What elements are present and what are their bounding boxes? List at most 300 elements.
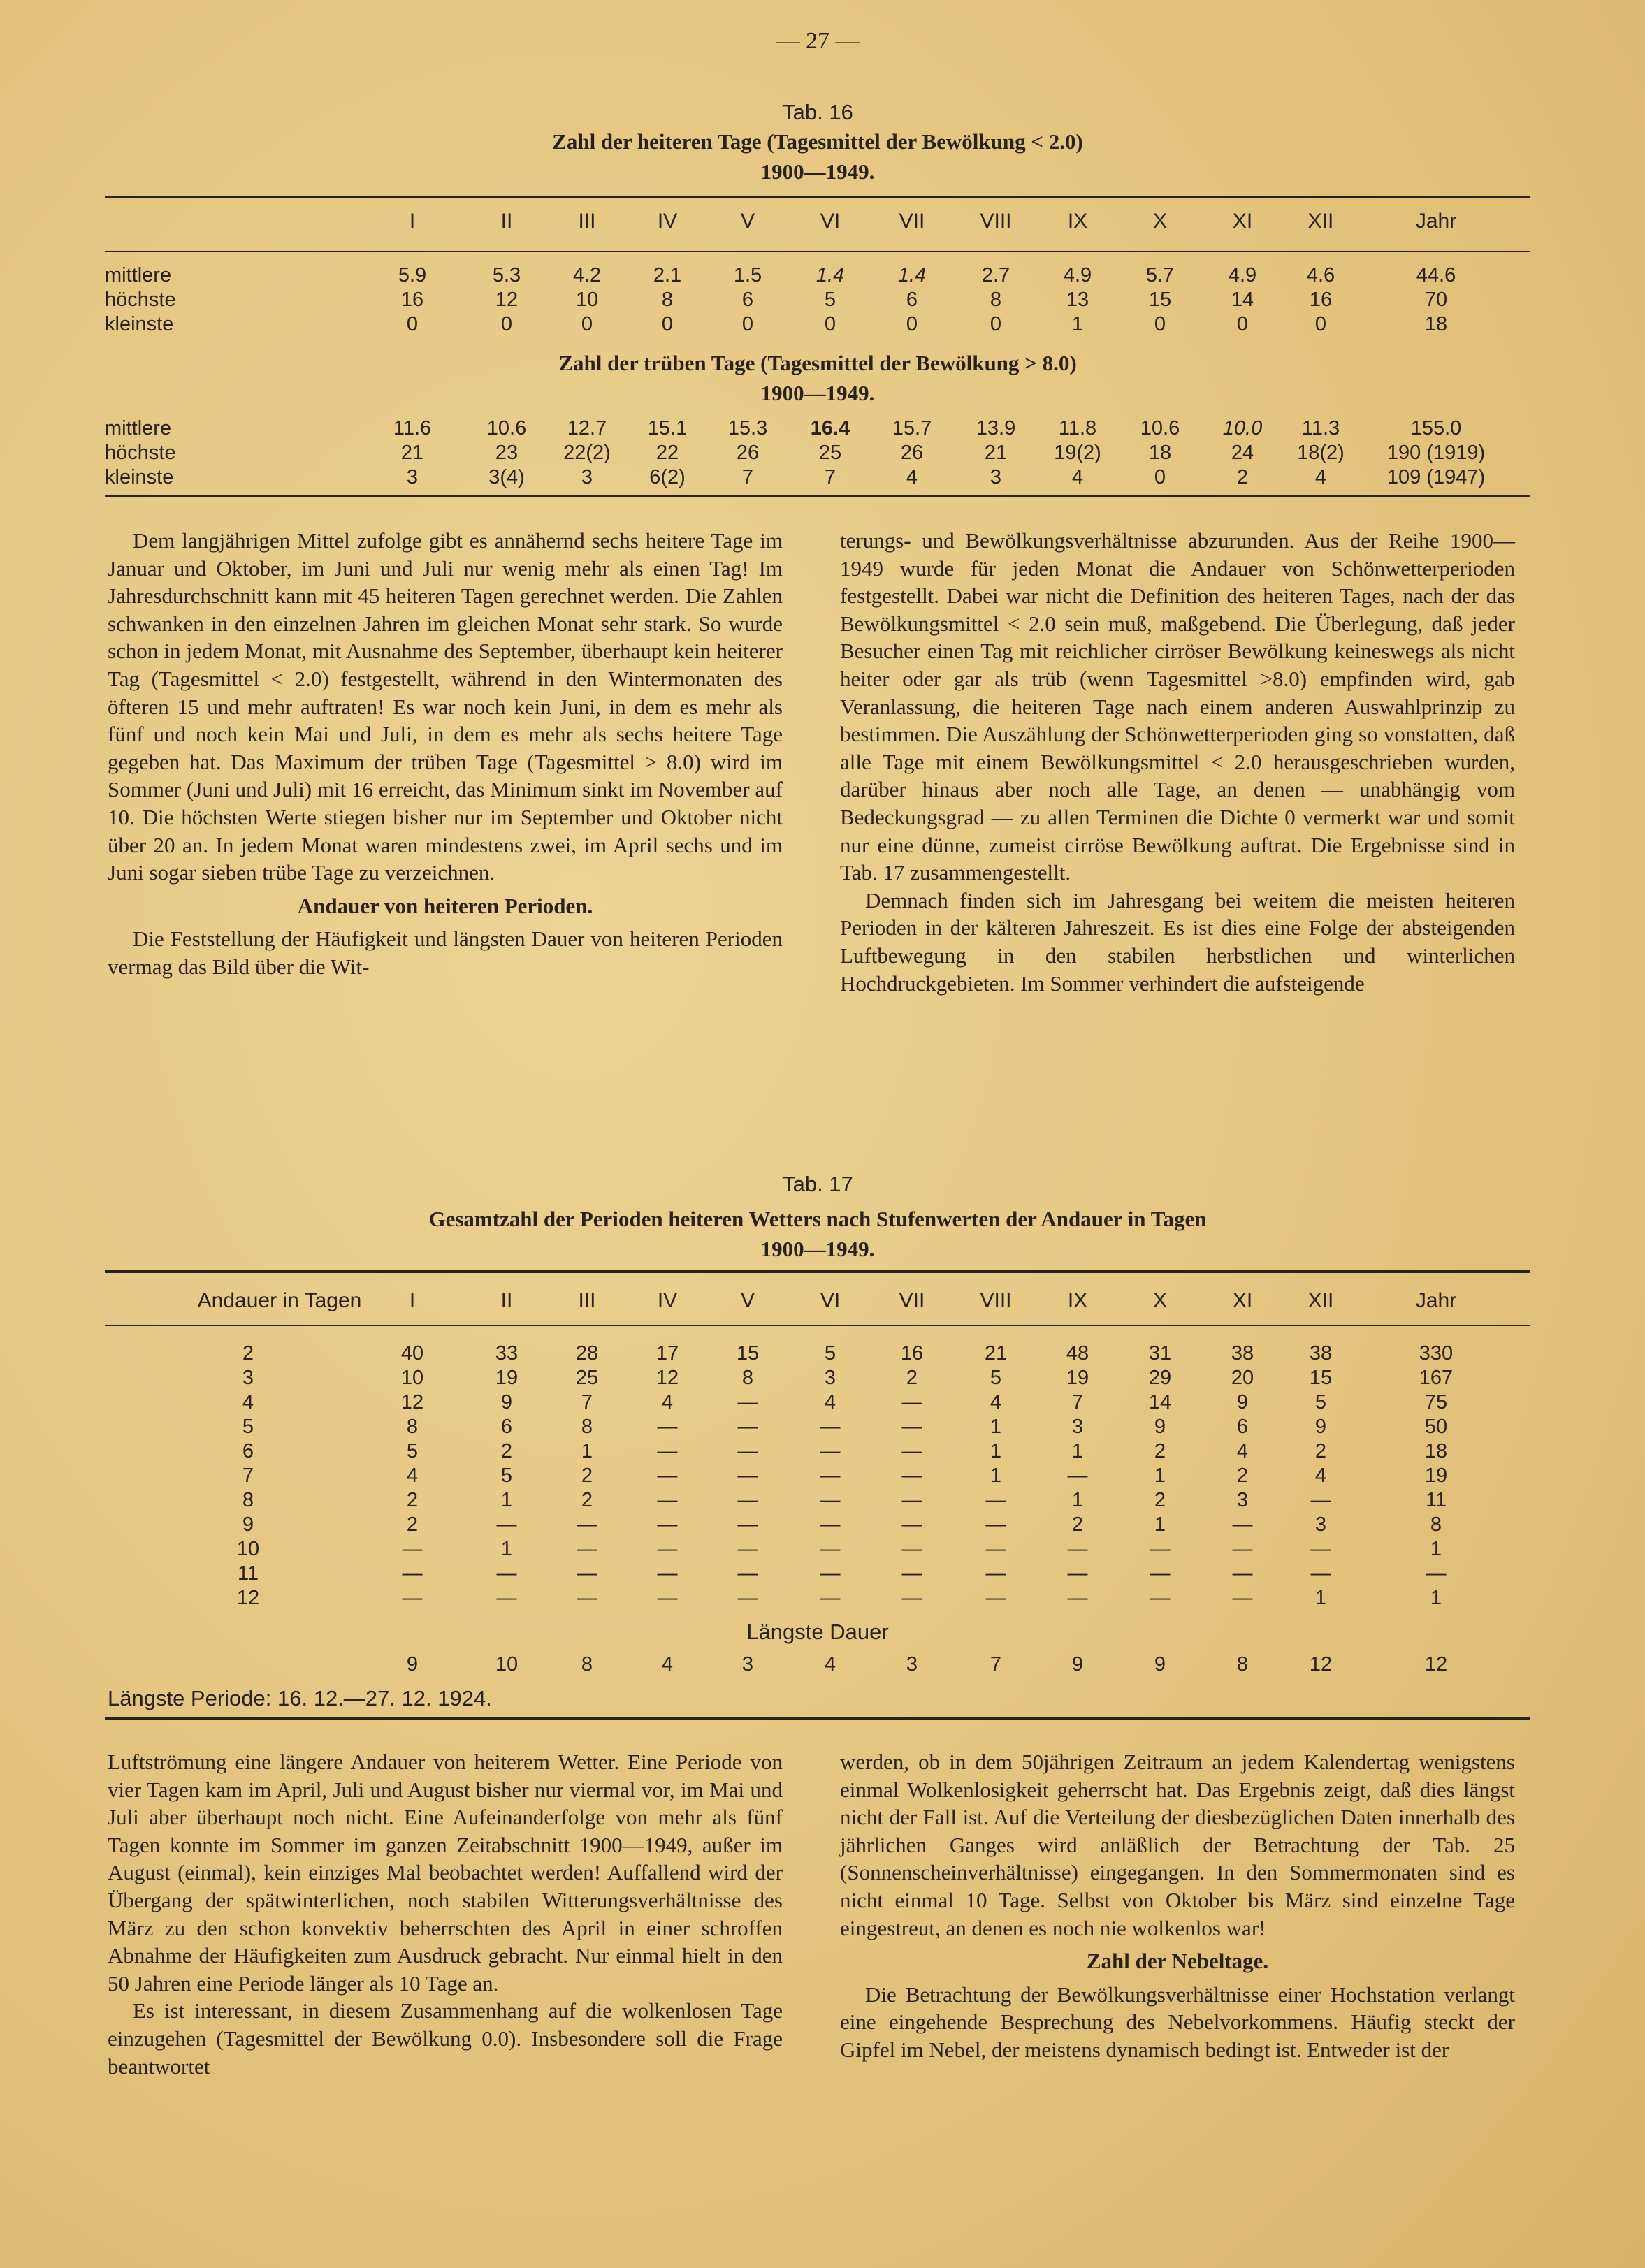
table-cell: 4.2 bbox=[572, 264, 602, 286]
tab16-title2: Zahl der trüben Tage (Tagesmittel der Bewölkung > 8.0) bbox=[558, 351, 1077, 375]
table-row bbox=[105, 1342, 1530, 1366]
table-cell: 3 bbox=[1314, 1513, 1327, 1536]
table-cell: — bbox=[1232, 1562, 1253, 1585]
table-cell: 26 bbox=[736, 442, 760, 464]
tab16-header bbox=[105, 210, 1530, 238]
table-cell: 10 bbox=[400, 1367, 424, 1389]
table-cell: 0 bbox=[500, 313, 513, 335]
table-cell: 1 bbox=[1071, 313, 1084, 335]
table-cell: 16 bbox=[900, 1342, 924, 1365]
table-cell: — bbox=[496, 1562, 517, 1585]
table-cell: — bbox=[1310, 1538, 1331, 1560]
column-header: X bbox=[1152, 210, 1167, 233]
table-cell: — bbox=[985, 1513, 1006, 1536]
table-cell: — bbox=[737, 1562, 758, 1585]
column-header: XII bbox=[1307, 1289, 1334, 1312]
table-cell: 11.8 bbox=[1058, 417, 1097, 439]
table-cell: 1 bbox=[1154, 1464, 1166, 1487]
table-cell: 7 bbox=[581, 1391, 593, 1413]
table-cell: 2 bbox=[581, 1489, 593, 1511]
tab17-period: 1900—1949. bbox=[760, 1237, 875, 1261]
table-cell: — bbox=[1067, 1464, 1088, 1487]
table-cell: 12 bbox=[1424, 1653, 1448, 1675]
table-cell: 4.9 bbox=[1228, 264, 1257, 286]
table-cell: 9 bbox=[1154, 1416, 1166, 1438]
table-cell: 3 bbox=[581, 466, 593, 488]
table-cell: 2.1 bbox=[653, 264, 682, 286]
table-cell: 13.9 bbox=[976, 417, 1016, 439]
table-cell: 4 bbox=[661, 1391, 674, 1413]
table-cell: 38 bbox=[1309, 1342, 1333, 1365]
table-cell: 8 bbox=[406, 1416, 419, 1438]
table-cell: 2 bbox=[1154, 1440, 1166, 1462]
table-cell: 0 bbox=[1154, 313, 1166, 335]
table-cell: — bbox=[1067, 1587, 1088, 1609]
table-cell: — bbox=[1150, 1538, 1171, 1560]
table-cell: 15 bbox=[736, 1342, 760, 1365]
table-cell: 5 bbox=[1314, 1391, 1327, 1413]
table-cell: — bbox=[657, 1562, 678, 1585]
tab17-top-rule bbox=[105, 1270, 1530, 1273]
table-cell: 6 bbox=[1236, 1416, 1249, 1438]
table-cell: 4 bbox=[661, 1653, 674, 1675]
table-cell: 8 bbox=[741, 1367, 754, 1389]
table-cell: — bbox=[820, 1513, 841, 1536]
table-cell: 1 bbox=[990, 1416, 1002, 1438]
table-cell: — bbox=[820, 1464, 841, 1487]
table-cell: — bbox=[901, 1513, 922, 1536]
table-cell: 8 bbox=[661, 289, 674, 311]
table-cell: 0 bbox=[1314, 313, 1327, 335]
table-cell: — bbox=[737, 1587, 758, 1609]
table-cell: 1 bbox=[1154, 1513, 1166, 1536]
table-cell: 0 bbox=[741, 313, 754, 335]
table-cell: — bbox=[820, 1489, 841, 1511]
table-cell: 2 bbox=[500, 1440, 513, 1462]
table-cell: 50 bbox=[1424, 1416, 1448, 1438]
table-cell: 5 bbox=[406, 1440, 419, 1462]
table-cell: 33 bbox=[495, 1342, 519, 1365]
table-cell: 24 bbox=[1231, 442, 1254, 464]
table-cell: 12 bbox=[495, 289, 519, 311]
column-header: IV bbox=[657, 1289, 678, 1312]
table-cell: 12.7 bbox=[567, 417, 607, 439]
table-cell: — bbox=[820, 1440, 841, 1462]
column-header: VI bbox=[820, 210, 841, 233]
table-cell: 11.6 bbox=[393, 417, 432, 439]
table-cell: 2 bbox=[1236, 466, 1249, 488]
table-cell: 3 bbox=[741, 1653, 754, 1675]
row-label: mittlere bbox=[105, 417, 172, 439]
table-cell: 9 bbox=[1236, 1391, 1249, 1413]
table-cell: 10.0 bbox=[1222, 417, 1263, 439]
table-cell: 16.4 bbox=[810, 417, 850, 439]
table-cell: — bbox=[985, 1562, 1006, 1585]
table-cell: 4 bbox=[824, 1653, 836, 1675]
table-cell: 10 bbox=[575, 289, 599, 311]
table-cell: 16 bbox=[1309, 289, 1333, 311]
table-cell: 190 (1919) bbox=[1386, 442, 1486, 464]
tab17-longest-label: Längste Dauer bbox=[746, 1620, 889, 1644]
table-cell: 8 bbox=[1236, 1653, 1249, 1675]
table-row bbox=[105, 289, 1530, 312]
table-cell: 19(2) bbox=[1054, 442, 1101, 464]
table-cell: 5 bbox=[824, 289, 836, 311]
table-cell: 3(4) bbox=[488, 466, 525, 488]
table-cell: 1 bbox=[1314, 1587, 1327, 1609]
table-cell: — bbox=[496, 1513, 517, 1536]
row-label: 4 bbox=[242, 1391, 254, 1413]
table-row bbox=[105, 1391, 1530, 1415]
section2-right-column bbox=[840, 1748, 1515, 2064]
table-cell: 3 bbox=[406, 466, 419, 488]
table-cell: 4 bbox=[1236, 1440, 1249, 1462]
table-cell: 15 bbox=[1309, 1367, 1333, 1389]
table-cell: 1 bbox=[1071, 1440, 1084, 1462]
table-cell: 5 bbox=[500, 1464, 513, 1487]
table-cell: — bbox=[402, 1587, 423, 1609]
table-cell: 1 bbox=[990, 1464, 1002, 1487]
paragraph: terungs- und Bewölkungsverhältnisse abzurunden. Aus der Reihe 1900—1949 wurde für jeden Monat die Andauer von Schönwetterperioden festgestellt. Dabei war nicht die Definition des heiteren Tages, nach der das Bewölkungsmittel < 2.0 sein muß, maßgebend. Die Überlegung, daß jeder Besucher einen Tag mit reichlicher cirröser Bewölkung keineswegs als nicht heiter oder gar als trüb (wenn Tagesmittel >8.0) empfinden wird, gab Veranlassung, die heiteren Tage nach einem anderen Auswahlprinzip zu bestimmen. Die Auszählung der Schönwetterperioden ging so vonstatten, daß alle Tage mit einem Bewölkungsmittel < 2.0 herausgeschrieben wurden, darüber hinaus aber noch alle Tage, an denen — unabhängig vom Bedeckungsgrad — zu allen Terminen die Dichte 0 vermerkt war und somit nur eine dünne, zumeist cirröse Bewölkung auftrat. Die Ergebnisse sind in Tab. 17 zusammengestellt. bbox=[840, 528, 1515, 885]
table-cell: 0 bbox=[406, 313, 419, 335]
table-cell: 9 bbox=[406, 1653, 419, 1675]
table-row bbox=[105, 1416, 1530, 1439]
column-header: III bbox=[578, 210, 596, 233]
table-cell: 9 bbox=[1154, 1653, 1166, 1675]
table-cell: — bbox=[820, 1587, 841, 1609]
column-header: IX bbox=[1067, 1289, 1088, 1312]
table-cell: — bbox=[577, 1562, 597, 1585]
table-cell: 15.3 bbox=[727, 417, 768, 439]
table-cell: 19 bbox=[1066, 1367, 1089, 1389]
table-cell: — bbox=[985, 1489, 1006, 1511]
table-cell: 155.0 bbox=[1410, 417, 1462, 439]
table-cell: 23 bbox=[495, 442, 519, 464]
table-cell: 6(2) bbox=[649, 466, 686, 488]
table-cell: 75 bbox=[1424, 1391, 1448, 1413]
row-label: mittlere bbox=[105, 264, 172, 286]
table-cell: 21 bbox=[984, 442, 1008, 464]
row-label: höchste bbox=[105, 289, 176, 311]
table-cell: 4 bbox=[406, 1464, 419, 1487]
table-cell: 12 bbox=[655, 1367, 679, 1389]
table-cell: 7 bbox=[741, 466, 754, 488]
table-cell: 4 bbox=[824, 1391, 836, 1413]
table-cell: — bbox=[1426, 1562, 1447, 1585]
table-cell: 11.3 bbox=[1301, 417, 1340, 439]
table-cell: 19 bbox=[495, 1367, 519, 1389]
table-cell: 1 bbox=[500, 1538, 513, 1560]
table-row bbox=[105, 417, 1530, 441]
table-cell: 12 bbox=[1309, 1653, 1333, 1675]
table-cell: 22 bbox=[655, 442, 679, 464]
table-cell: 4.9 bbox=[1063, 264, 1092, 286]
table-row bbox=[105, 313, 1530, 337]
table-cell: 13 bbox=[1066, 289, 1089, 311]
table-cell: — bbox=[402, 1538, 423, 1560]
table-cell: 7 bbox=[990, 1653, 1002, 1675]
column-header: XI bbox=[1232, 210, 1253, 233]
table-cell: 4 bbox=[906, 466, 918, 488]
table-cell: — bbox=[820, 1562, 841, 1585]
table-cell: 109 (1947) bbox=[1386, 466, 1486, 488]
row-label: 5 bbox=[242, 1416, 254, 1438]
table-row bbox=[105, 264, 1530, 288]
table-cell: 2 bbox=[581, 1464, 593, 1487]
table-cell: — bbox=[737, 1416, 758, 1438]
table-cell: 3 bbox=[824, 1367, 836, 1389]
column-header: VIII bbox=[980, 210, 1012, 233]
table-cell: — bbox=[737, 1538, 758, 1560]
row-label: 12 bbox=[236, 1587, 260, 1609]
table-cell: 5.7 bbox=[1145, 264, 1175, 286]
table-cell: 0 bbox=[1236, 313, 1249, 335]
table-cell: 11 bbox=[1425, 1489, 1447, 1511]
table-cell: — bbox=[901, 1440, 922, 1462]
table-cell: 26 bbox=[900, 442, 924, 464]
table-cell: 40 bbox=[400, 1342, 424, 1365]
table-cell: — bbox=[901, 1391, 922, 1413]
table-cell: 0 bbox=[1154, 466, 1166, 488]
table-cell: 5.3 bbox=[492, 264, 521, 286]
table-cell: 25 bbox=[575, 1367, 599, 1389]
table-cell: 1.5 bbox=[733, 264, 762, 286]
column-header: V bbox=[740, 1289, 755, 1312]
column-header: XII bbox=[1307, 210, 1334, 233]
tab17-longest-period: Längste Periode: 16. 12.—27. 12. 1924. bbox=[108, 1686, 492, 1710]
table-cell: 3 bbox=[1071, 1416, 1084, 1438]
table-cell: — bbox=[1232, 1513, 1253, 1536]
tab16-header-rule bbox=[105, 251, 1530, 252]
tab16-label: Tab. 16 bbox=[782, 100, 853, 124]
row-label: 11 bbox=[237, 1562, 259, 1585]
table-row bbox=[105, 1464, 1530, 1488]
section2-left-column bbox=[108, 1748, 783, 2080]
table-cell: 1 bbox=[500, 1489, 513, 1511]
table-cell: 330 bbox=[1419, 1342, 1454, 1365]
table-row bbox=[105, 1513, 1530, 1537]
table-cell: 2 bbox=[1236, 1464, 1249, 1487]
table-cell: 9 bbox=[500, 1391, 513, 1413]
table-cell: — bbox=[985, 1587, 1006, 1609]
table-cell: 2 bbox=[406, 1489, 419, 1511]
table-cell: — bbox=[1310, 1489, 1331, 1511]
column-header: VII bbox=[899, 210, 925, 233]
section1-left-column bbox=[108, 527, 783, 981]
table-cell: 3 bbox=[990, 466, 1002, 488]
table-cell: 3 bbox=[906, 1653, 918, 1675]
tab17-bottom-rule bbox=[105, 1717, 1530, 1720]
row-label: 6 bbox=[242, 1440, 254, 1462]
table-cell: — bbox=[496, 1587, 517, 1609]
row-label: 10 bbox=[236, 1538, 260, 1560]
table-cell: 29 bbox=[1148, 1367, 1172, 1389]
table-cell: — bbox=[577, 1587, 597, 1609]
paragraph: Die Betrachtung der Bewölkungsverhältnisse einer Hochstation verlangt eine eingehende Besprechung des Nebelvorkommens. Häufig steckt der Gipfel im Nebel, der meistens dynamisch bedingt ist. Entweder ist der bbox=[840, 1982, 1515, 2062]
table-cell: 21 bbox=[400, 442, 424, 464]
table-cell: 15.7 bbox=[892, 417, 932, 439]
column-header: II bbox=[500, 210, 513, 233]
table-row bbox=[105, 442, 1530, 465]
table-cell: 5.9 bbox=[398, 264, 427, 286]
table-cell: — bbox=[1150, 1587, 1171, 1609]
row-label: kleinste bbox=[105, 313, 174, 335]
tab17-label: Tab. 17 bbox=[782, 1172, 853, 1196]
table-cell: 31 bbox=[1148, 1342, 1172, 1365]
table-cell: 38 bbox=[1231, 1342, 1254, 1365]
column-header: I bbox=[409, 1289, 416, 1312]
table-cell: — bbox=[577, 1538, 597, 1560]
table-row bbox=[105, 1562, 1530, 1586]
paragraph: Demnach finden sich im Jahresgang bei weitem die meisten heiteren Perioden in der kälteren Jahreszeit. Es ist dies eine Folge der absteigenden Luftbewegung in den stabilen herbstlichen und winterlichen Hochdruckgebieten. Im Sommer verhindert die aufsteigende bbox=[840, 887, 1515, 996]
table-cell: 1.4 bbox=[816, 264, 845, 286]
table-cell: 4 bbox=[1314, 466, 1327, 488]
table-cell: 7 bbox=[1071, 1391, 1084, 1413]
table-cell: 10 bbox=[495, 1653, 519, 1675]
table-cell: — bbox=[657, 1489, 678, 1511]
table-cell: — bbox=[737, 1489, 758, 1511]
table-cell: 2 bbox=[1154, 1489, 1166, 1511]
table-cell: 6 bbox=[741, 289, 754, 311]
table-cell: 0 bbox=[581, 313, 593, 335]
tab16-period: 1900—1949. bbox=[760, 159, 875, 184]
page bbox=[105, 0, 1530, 2268]
table-cell: 18(2) bbox=[1297, 442, 1345, 464]
tab17-header-rule bbox=[105, 1325, 1530, 1326]
table-cell: 3 bbox=[1236, 1489, 1249, 1511]
row-label: kleinste bbox=[105, 466, 174, 488]
column-header: VIII bbox=[980, 1289, 1012, 1312]
column-header: II bbox=[500, 1289, 513, 1312]
row-label: höchste bbox=[105, 442, 176, 464]
table-cell: — bbox=[901, 1587, 922, 1609]
table-cell: 15.1 bbox=[647, 417, 688, 439]
table-row bbox=[105, 1587, 1530, 1611]
tab16-period2: 1900—1949. bbox=[760, 381, 875, 405]
table-cell: 0 bbox=[906, 313, 918, 335]
table-cell: — bbox=[985, 1538, 1006, 1560]
table-cell: 1 bbox=[1071, 1489, 1084, 1511]
table-cell: 0 bbox=[824, 313, 836, 335]
table-cell: 18 bbox=[1424, 313, 1448, 335]
table-cell: 4 bbox=[1071, 466, 1084, 488]
row-label: 9 bbox=[242, 1513, 254, 1536]
row-label: 3 bbox=[242, 1367, 254, 1389]
column-header: IV bbox=[657, 210, 678, 233]
table-cell: — bbox=[1232, 1587, 1253, 1609]
table-cell: — bbox=[901, 1464, 922, 1487]
paragraph: Luftströmung eine längere Andauer von heiterem Wetter. Eine Periode von vier Tagen kam im April, Juli und August bisher nur viermal vor, im Mai und Juli aber überhaupt noch nicht. Eine Aufeinanderfolge von mehr als fünf Tagen konnte im Sommer im ganzen Zeitabschnitt 1900—1949, außer im August (einmal), kein einziges Mal beobachtet werden! Auffallend wird der Übergang der spätwinterlichen, noch stabilen Witterungsverhältnisse des März zu den schon konvektiv beherrschten des April in einer schroffen Abnahme der Häufigkeiten zum Ausdruck gebracht. Nur einmal hielt in den 50 Jahren eine Periode länger als 10 Tage an. bbox=[108, 1750, 783, 1996]
table-cell: 1.4 bbox=[897, 264, 927, 286]
table-cell: 4 bbox=[1314, 1464, 1327, 1487]
table-cell: 1 bbox=[990, 1440, 1002, 1462]
table-cell: 17 bbox=[655, 1342, 679, 1365]
table-cell: 14 bbox=[1148, 1391, 1172, 1413]
table-cell: — bbox=[737, 1391, 758, 1413]
column-header: Jahr bbox=[1415, 210, 1457, 233]
paragraph: werden, ob in dem 50jährigen Zeitraum an jedem Kalendertag wenigstens einmal Wolkenlosigkeit geherrscht hat. Das Ergebnis zeigt, daß dies längst nicht der Fall ist. Auf die Verteilung der diesbezüglichen Daten innerhalb des jährlichen Ganges wird anläßlich der Betrachtung der Tab. 25 (Sonnenscheinverhältnisse) eingegangen. In den Sommermonaten sind es nicht einmal 10 Tage. Selbst von Oktober bis März sind einzelne Tage eingestreut, an denen es noch nie wolkenlos war! bbox=[840, 1750, 1515, 1940]
table-cell: 9 bbox=[1071, 1653, 1084, 1675]
table-cell: 12 bbox=[400, 1391, 424, 1413]
table-cell: 18 bbox=[1148, 442, 1172, 464]
tab17-title: Gesamtzahl der Perioden heiteren Wetters nach Stufenwerten der Andauer in Tagen bbox=[428, 1207, 1207, 1231]
column-header: XI bbox=[1232, 1289, 1253, 1312]
paragraph: Es ist interessant, in diesem Zusammenhang auf die wolkenlosen Tage einzugehen (Tagesmittel der Bewölkung 0.0). Insbesondere soll die Frage beantwortet bbox=[108, 1998, 783, 2079]
table-cell: — bbox=[1310, 1562, 1331, 1585]
column-header: I bbox=[409, 210, 416, 233]
table-cell: 4.6 bbox=[1306, 264, 1335, 286]
table-cell: 8 bbox=[581, 1416, 593, 1438]
table-cell: — bbox=[657, 1513, 678, 1536]
table-cell: — bbox=[657, 1587, 678, 1609]
table-cell: — bbox=[1067, 1562, 1088, 1585]
tab16-title: Zahl der heiteren Tage (Tagesmittel der Bewölkung < 2.0) bbox=[552, 129, 1083, 154]
table-cell: — bbox=[1067, 1538, 1088, 1560]
table-cell: — bbox=[1232, 1538, 1253, 1560]
page-number: — 27 — bbox=[776, 28, 860, 54]
table-cell: — bbox=[737, 1464, 758, 1487]
table-cell: 1 bbox=[1430, 1538, 1442, 1560]
table-cell: 16 bbox=[400, 289, 424, 311]
table-row bbox=[105, 466, 1530, 490]
table-cell: — bbox=[901, 1416, 922, 1438]
table-cell: 15 bbox=[1148, 289, 1172, 311]
table-cell: 6 bbox=[906, 289, 918, 311]
paragraph: Dem langjährigen Mittel zufolge gibt es annähernd sechs heitere Tage im Januar und Oktober, im Juni und Juli nur wenig mehr als einen Tag! Im Jahresdurchschnitt kann mit 45 heiteren Tagen gerechnet werden. Die Zahlen schwanken in den einzelnen Jahren im gleichen Monat sehr stark. So wurde schon in jedem Monat, mit Ausnahme des September, überhaupt kein heiterer Tag (Tagesmittel < 2.0) festgestellt, während in den Wintermonaten des öfteren 15 und mehr auftraten! Es war noch kein Juni, in dem es mehr als fünf und noch kein Mai und Juli, in dem es mehr als sechs heitere Tage gegeben hat. Das Maximum der trüben Tage (Tagesmittel > 8.0) wird im Sommer (Juni und Juli) mit 16 erreicht, das Minimum sinkt im November auf 10. Die höchsten Werte stiegen bisher nur im September und Oktober nicht über 20 an. In jedem Monat waren mindestens zwei, im April sechs und im Juni sogar sieben trübe Tage zu verzeichnen. bbox=[108, 528, 783, 885]
table-cell: — bbox=[657, 1416, 678, 1438]
table-cell: 14 bbox=[1231, 289, 1254, 311]
table-cell: 19 bbox=[1424, 1464, 1448, 1487]
table-cell: 48 bbox=[1066, 1342, 1089, 1365]
table-cell: 7 bbox=[824, 466, 836, 488]
table-row bbox=[105, 1489, 1530, 1513]
table-cell: 8 bbox=[1430, 1513, 1442, 1536]
section-heading: Zahl der Nebeltage. bbox=[1086, 1949, 1269, 1974]
table-cell: 2 bbox=[406, 1513, 419, 1536]
column-header: VI bbox=[820, 1289, 841, 1312]
table-cell: — bbox=[657, 1440, 678, 1462]
table-cell: — bbox=[737, 1513, 758, 1536]
table-cell: 8 bbox=[990, 289, 1002, 311]
column-header: IX bbox=[1067, 210, 1088, 233]
table-cell: 18 bbox=[1424, 1440, 1448, 1462]
tab16-bottom-rule bbox=[105, 495, 1530, 497]
row-label: 8 bbox=[242, 1489, 254, 1511]
table-cell: — bbox=[737, 1440, 758, 1462]
table-cell: — bbox=[657, 1538, 678, 1560]
table-cell: 1 bbox=[1430, 1587, 1442, 1609]
table-cell: 10.6 bbox=[486, 417, 527, 439]
section1-right-column bbox=[840, 527, 1515, 997]
table-cell: 44.6 bbox=[1416, 264, 1456, 286]
table-row bbox=[105, 1440, 1530, 1464]
table-cell: 28 bbox=[575, 1342, 599, 1365]
tab16-top-rule bbox=[105, 196, 1530, 198]
table-cell: 70 bbox=[1424, 289, 1448, 311]
column-header: VII bbox=[899, 1289, 925, 1312]
table-cell: — bbox=[901, 1538, 922, 1560]
table-cell: 2.7 bbox=[981, 264, 1010, 286]
table-cell: 2 bbox=[906, 1367, 918, 1389]
column-header: V bbox=[740, 210, 755, 233]
table-cell: 4 bbox=[990, 1391, 1002, 1413]
column-header: X bbox=[1152, 1289, 1167, 1312]
table-cell: 0 bbox=[990, 313, 1002, 335]
table-cell: 22(2) bbox=[563, 442, 611, 464]
table-row bbox=[105, 1653, 1530, 1677]
table-cell: 6 bbox=[500, 1416, 513, 1438]
table-cell: 167 bbox=[1419, 1367, 1454, 1389]
